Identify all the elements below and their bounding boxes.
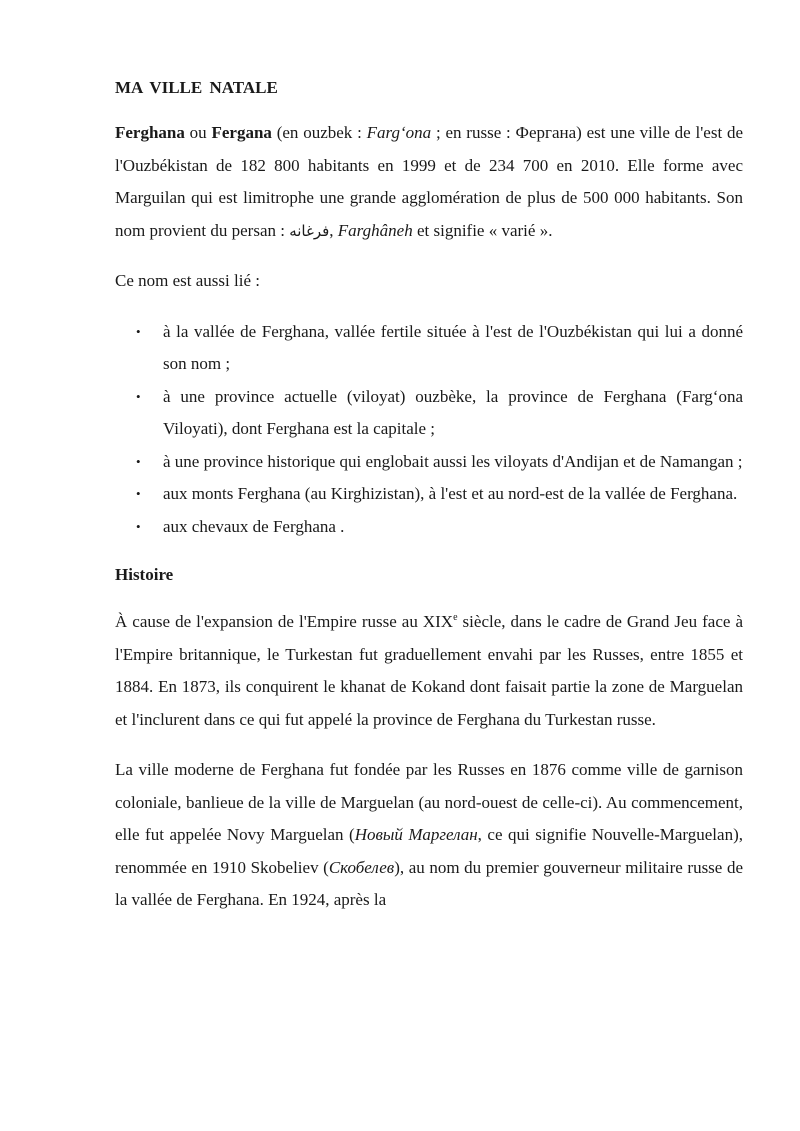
bullet-icon: • bbox=[136, 486, 141, 501]
intro-text-4: et signifie « varié ». bbox=[412, 220, 553, 240]
skobelev-russian: Скобелев bbox=[328, 857, 395, 877]
histoire-paragraph-2 bbox=[115, 754, 743, 917]
list-item-text: aux chevaux de Ferghana . bbox=[163, 516, 345, 536]
bullet-icon: • bbox=[136, 453, 141, 469]
document-page bbox=[115, 72, 743, 935]
histoire1-text-a: À cause de l'expansion de l'Empire russe au XIX bbox=[115, 612, 454, 631]
list-item-text: à une province historique qui englobait aussi les viloyats d'Andijan et de Namangan ; bbox=[163, 451, 743, 471]
bullet-icon: • bbox=[136, 388, 141, 404]
list-item bbox=[115, 478, 743, 511]
name-fergana: Fergana bbox=[211, 123, 272, 142]
list-item bbox=[115, 511, 743, 544]
list-item-text: à la vallée de Ferghana, vallée fertile située à l'est de l'Ouzbékistan qui lui a donné son nom ; bbox=[163, 321, 743, 373]
list-item bbox=[115, 316, 743, 381]
bullet-icon: • bbox=[136, 323, 141, 339]
intro-text-1: (en ouzbek : bbox=[271, 123, 367, 142]
list-item-text: à une province actuelle (viloyat) ouzbèke, la province de Ferghana (Farg‘ona Viloyati), dont Ferghana est la capitale ; bbox=[163, 386, 743, 438]
intro-text-3: , bbox=[329, 220, 338, 240]
bullet-list bbox=[115, 316, 743, 544]
document-title: MA VILLE NATALE bbox=[115, 78, 278, 97]
histoire2-text-b: , ce qui signifie Nouvelle-Marguelan), renommée en 1910 Skobeliev ( bbox=[115, 825, 743, 877]
list-item bbox=[115, 446, 743, 479]
text-ou: ou bbox=[184, 123, 212, 142]
uzbek-name: Farg‘ona bbox=[366, 123, 432, 142]
histoire2-text-c: ), au nom du premier gouverneur militaire russe de la vallée de Ferghana. En 1924, après la bbox=[115, 857, 743, 909]
century-superscript: e bbox=[453, 612, 458, 623]
list-item bbox=[115, 381, 743, 446]
bullet-icon: • bbox=[136, 518, 141, 534]
histoire1-text-b: siècle, dans le cadre de Grand Jeu face à l'Empire britannique, le Turkestan fut graduellement envahi par les Russes, entre 1855 et 1884. En 1873, ils conquirent le khanat de Kokand dont faisait partie la zone de Marguelan et l'inclurent dans ce qui fut appelé la province de Ferghana du Turkestan russe. bbox=[115, 612, 743, 729]
histoire-paragraph-1 bbox=[115, 606, 743, 736]
list-item-text: aux monts Ferghana (au Kirghizistan), à l'est et au nord-est de la vallée de Ferghana. bbox=[163, 484, 738, 503]
intro-paragraph bbox=[115, 117, 743, 247]
histoire2-text-a: La ville moderne de Ferghana fut fondée par les Russes en 1876 comme ville de garnison coloniale, banlieue de la ville de Marguelan (au nord-ouest de celle-ci). Au commencement, elle fut appelée Novy Marguelan ( bbox=[115, 760, 743, 844]
histoire-heading: Histoire bbox=[115, 565, 174, 584]
novy-marguelan-russian: Новый Маргелан bbox=[354, 825, 478, 844]
aussi-lie-paragraph: Ce nom est aussi lié : bbox=[115, 271, 260, 290]
farghaneh-name: Farghâneh bbox=[337, 220, 413, 240]
intro-text-2: ; en russe : Фергана) est une ville de l'est de l'Ouzbékistan de 182 800 habitants en 1999 et de 234 700 en 2010. Elle forme avec Marguilan qui est limitrophe une grande agglomération de plus de 500 000 habitants. Son nom provient du persan : bbox=[115, 123, 744, 240]
persian-name: فرغانه bbox=[289, 221, 330, 240]
name-ferghana: Ferghana bbox=[115, 123, 185, 142]
